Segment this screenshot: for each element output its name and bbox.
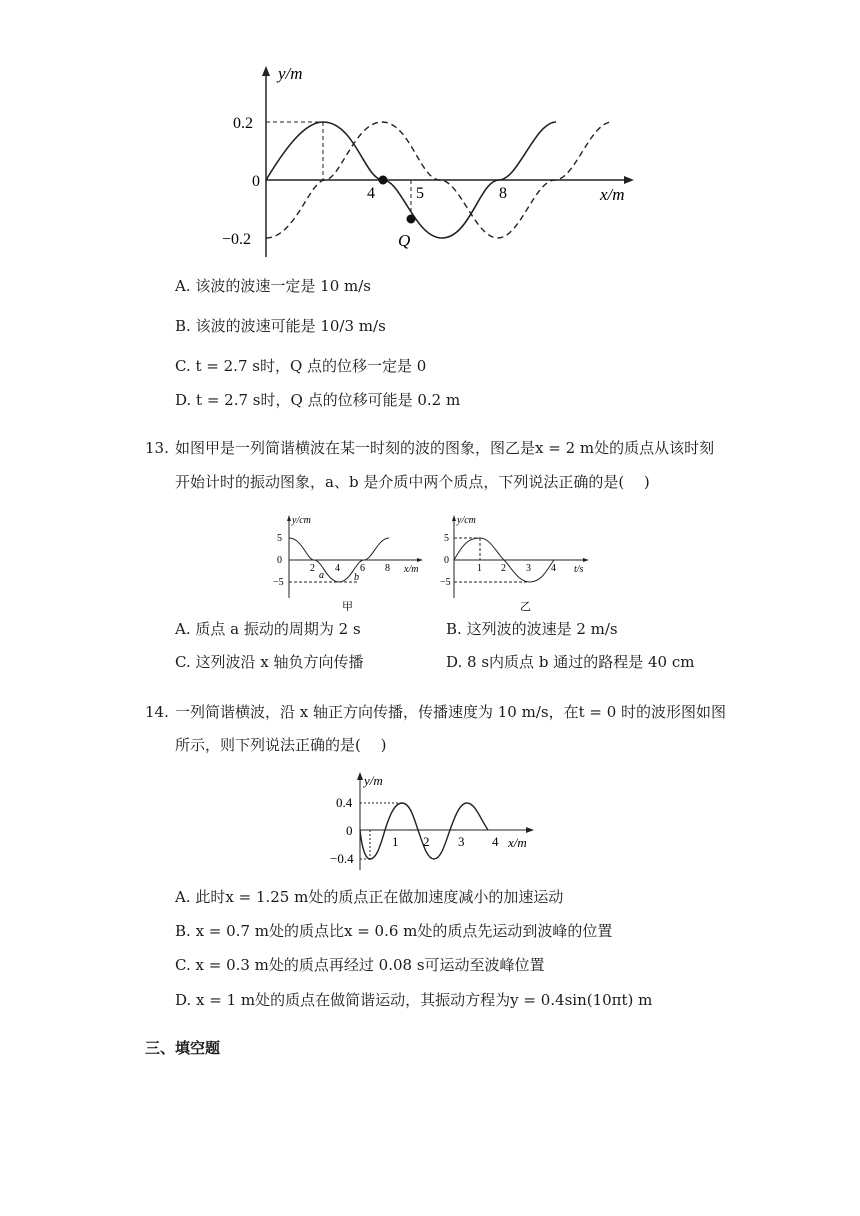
svg-text:0.4: 0.4 <box>336 795 353 810</box>
svg-text:b: b <box>354 572 359 583</box>
svg-text:y/cm: y/cm <box>292 515 311 526</box>
svg-text:4: 4 <box>492 834 499 849</box>
q14-option-c[interactable]: C. x = 0.3 m处的质点再经过 0.08 s可运动至波峰位置 <box>175 956 545 974</box>
q13-stem-line2: 开始计时的振动图象，a、b 是介质中两个质点，下列说法正确的是( ) <box>175 473 650 491</box>
svg-text:y/cm: y/cm <box>457 515 476 526</box>
svg-text:y/m: y/m <box>364 773 383 788</box>
q14-option-d[interactable]: D. x = 1 m处的质点在做简谐运动，其振动方程为y = 0.4sin(10πt) m <box>175 991 653 1009</box>
fig-jia-caption: 甲 <box>342 601 353 613</box>
svg-text:0: 0 <box>444 555 449 566</box>
q14-stem-line1: 一列简谐横波，沿 x 轴正方向传播，传播速度为 10 m/s，在t = 0 时的波形图如图 <box>175 703 727 721</box>
q13-stem-line1: 如图甲是一列简谐横波在某一时刻的波的图象，图乙是x = 2 m处的质点从该时刻 <box>175 439 715 457</box>
svg-text:1: 1 <box>477 563 482 574</box>
q14-option-b[interactable]: B. x = 0.7 m处的质点比x = 0.6 m处的质点先运动到波峰的位置 <box>175 922 613 940</box>
svg-text:t/s: t/s <box>574 564 584 575</box>
svg-text:6: 6 <box>360 563 365 574</box>
svg-text:0: 0 <box>277 555 282 566</box>
fig1-xlabel: x/m <box>600 185 625 204</box>
fig1-tick-neg0.2: −0.2 <box>222 231 252 248</box>
fig1-tick-5: 5 <box>416 185 424 202</box>
wave-figure-q12 <box>220 62 640 262</box>
svg-text:3: 3 <box>526 563 531 574</box>
wave-figure-q14 <box>330 770 540 875</box>
q12-option-b[interactable]: B. 该波的波速可能是 10/3 m/s <box>175 317 386 335</box>
svg-text:4: 4 <box>551 563 556 574</box>
svg-text:2: 2 <box>310 563 315 574</box>
q12-option-a[interactable]: A. 该波的波速一定是 10 m/s <box>175 277 371 295</box>
q13-option-a[interactable]: A. 质点 a 振动的周期为 2 s <box>175 620 361 638</box>
svg-text:−5: −5 <box>440 577 451 588</box>
q14-stem-line2: 所示，则下列说法正确的是( ) <box>175 736 387 754</box>
q13-number: 13. <box>145 439 169 457</box>
svg-text:8: 8 <box>385 563 390 574</box>
fig-yi-caption: 乙 <box>520 601 531 613</box>
q12-option-d[interactable]: D. t = 2.7 s时，Q 点的位移可能是 0.2 m <box>175 391 461 409</box>
fig1-point-q: Q <box>398 231 411 250</box>
svg-text:5: 5 <box>444 533 449 544</box>
fig1-ylabel: y/m <box>278 64 303 83</box>
wave-figure-jia <box>272 512 432 616</box>
svg-text:−5: −5 <box>273 577 284 588</box>
svg-text:3: 3 <box>458 834 465 849</box>
svg-text:1: 1 <box>392 834 399 849</box>
svg-text:2: 2 <box>501 563 506 574</box>
q13-option-d[interactable]: D. 8 s内质点 b 通过的路程是 40 cm <box>446 653 695 671</box>
fig1-tick-4: 4 <box>367 185 375 202</box>
svg-text:2: 2 <box>423 834 430 849</box>
svg-text:0: 0 <box>346 823 353 838</box>
svg-text:a: a <box>319 570 324 581</box>
section-title-fill-in: 三、填空题 <box>145 1039 221 1057</box>
svg-text:4: 4 <box>335 563 340 574</box>
fig1-tick-0: 0 <box>252 173 260 190</box>
svg-text:x/m: x/m <box>508 835 527 850</box>
svg-text:5: 5 <box>277 533 282 544</box>
fig1-tick-8: 8 <box>499 185 507 202</box>
fig1-tick-0.2: 0.2 <box>233 115 253 132</box>
vibration-figure-yi <box>440 512 600 616</box>
q13-option-c[interactable]: C. 这列波沿 x 轴负方向传播 <box>175 653 364 671</box>
q12-option-c[interactable]: C. t = 2.7 s时，Q 点的位移一定是 0 <box>175 357 427 375</box>
svg-text:x/m: x/m <box>404 564 419 575</box>
q14-number: 14. <box>145 703 169 721</box>
q13-option-b[interactable]: B. 这列波的波速是 2 m/s <box>446 620 618 638</box>
q14-option-a[interactable]: A. 此时x = 1.25 m处的质点正在做加速度减小的加速运动 <box>175 888 564 906</box>
svg-text:−0.4: −0.4 <box>330 851 354 866</box>
